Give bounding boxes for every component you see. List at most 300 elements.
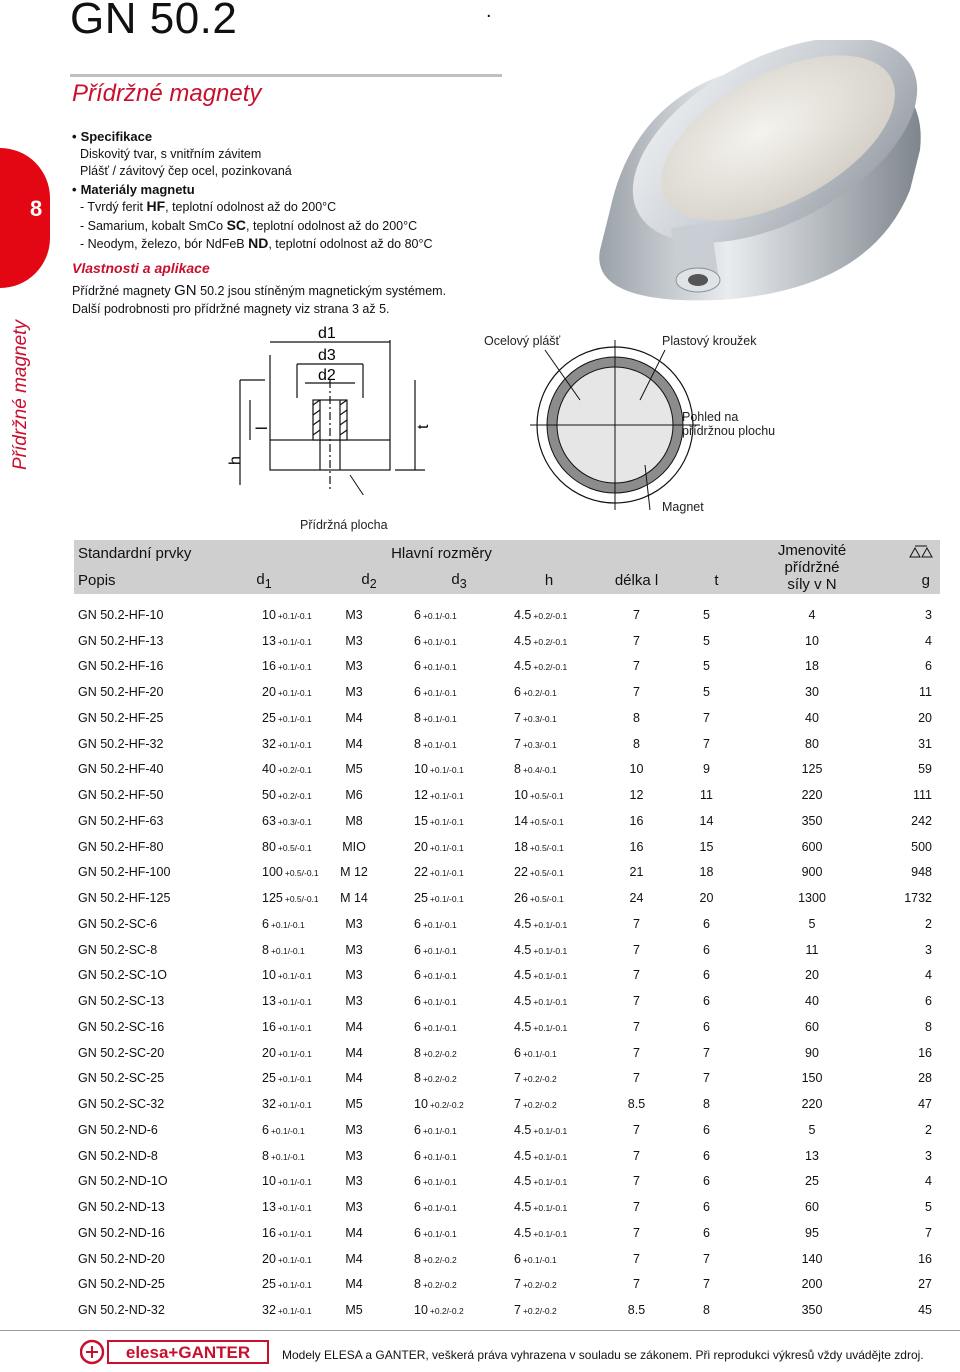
table-row xyxy=(74,1066,940,1092)
cell-t: 11 xyxy=(700,788,713,803)
cell-force: 40 xyxy=(805,994,819,1009)
table-row xyxy=(74,1246,940,1272)
cell-d3: 6 +0.1/-0.1 xyxy=(414,633,457,648)
cell-h: 4.5 +0.1/-0.1 xyxy=(514,1225,568,1240)
cell-desc: GN 50.2-ND-8 xyxy=(78,1148,158,1163)
brand-logo xyxy=(80,1338,270,1366)
header-standard: Standardní prvky xyxy=(74,540,204,567)
cell-d3: 6 +0.1/-0.1 xyxy=(414,916,457,931)
cell-l: 7 xyxy=(633,685,640,700)
cell-d1: 16 +0.1/-0.1 xyxy=(262,659,312,674)
cell-d2: M4 xyxy=(345,1071,363,1086)
cell-t: 8 xyxy=(703,1303,710,1318)
cell-force: 350 xyxy=(801,813,823,828)
spec-heading: • Specifikace xyxy=(72,128,433,146)
header-force: Jmenovité přídržné síly v N xyxy=(754,540,870,594)
cell-d2: M6 xyxy=(345,788,363,803)
cell-l: 7 xyxy=(633,1071,640,1086)
cell-desc: GN 50.2-HF-13 xyxy=(78,633,164,648)
header-l: délka l xyxy=(594,567,679,594)
cell-weight: 242 xyxy=(911,813,932,828)
cell-t: 6 xyxy=(703,994,710,1009)
cell-h: 7 +0.2/-0.2 xyxy=(514,1277,557,1292)
cell-t: 6 xyxy=(703,1019,710,1034)
cell-desc: GN 50.2-HF-80 xyxy=(78,839,164,854)
cell-d1: 10 +0.1/-0.1 xyxy=(262,1174,312,1189)
cell-d2: M8 xyxy=(345,813,363,828)
cell-d2: M3 xyxy=(345,659,363,674)
cell-d1: 13 +0.1/-0.1 xyxy=(262,994,312,1009)
cell-t: 7 xyxy=(703,736,710,751)
cell-d2: M4 xyxy=(345,1277,363,1292)
chapter-number: 8 xyxy=(30,196,43,221)
cell-desc: GN 50.2-ND-1O xyxy=(78,1174,168,1189)
cell-d1: 20 +0.1/-0.1 xyxy=(262,1251,312,1266)
title-rule xyxy=(70,74,502,77)
cell-force: 600 xyxy=(801,839,823,854)
cell-l: 7 xyxy=(633,1225,640,1240)
cell-l: 21 xyxy=(629,865,644,880)
cell-d3: 10 +0.1/-0.1 xyxy=(414,762,464,777)
cell-d1: 100 +0.5/-0.1 xyxy=(262,865,319,880)
cell-h: 4.5 +0.2/-0.1 xyxy=(514,633,568,648)
header-h: h xyxy=(504,567,594,594)
logo-text: elesa+GANTER xyxy=(125,1343,251,1362)
cell-desc: GN 50.2-HF-100 xyxy=(78,865,171,880)
cell-d3: 6 +0.1/-0.1 xyxy=(414,1148,457,1163)
table-row xyxy=(74,1220,940,1246)
cell-weight: 20 xyxy=(918,710,932,725)
table-row xyxy=(74,602,940,628)
cell-desc: GN 50.2-SC-25 xyxy=(78,1071,165,1086)
cell-weight: 3 xyxy=(925,1148,932,1163)
title-dot: . xyxy=(486,0,492,22)
cell-d1: 50 +0.2/-0.1 xyxy=(262,788,312,803)
cell-d2: M4 xyxy=(345,1045,363,1060)
cell-h: 22 +0.5/-0.1 xyxy=(514,865,564,880)
cell-t: 14 xyxy=(699,813,714,828)
table-header-row xyxy=(74,540,940,567)
cell-l: 7 xyxy=(633,968,640,983)
cell-l: 7 xyxy=(633,1045,640,1060)
cell-desc: GN 50.2-ND-13 xyxy=(78,1200,165,1215)
material-line: - Neodym, železo, bór NdFeB ND, teplotní odolnost až do 80°C xyxy=(80,235,433,251)
cell-d2: M5 xyxy=(345,1303,363,1318)
table-row xyxy=(74,860,940,886)
cell-l: 7 xyxy=(633,1251,640,1266)
cell-t: 6 xyxy=(703,968,710,983)
cell-weight: 47 xyxy=(918,1097,932,1112)
cell-force: 5 xyxy=(808,916,816,931)
table-row xyxy=(74,628,940,654)
cell-l: 16 xyxy=(629,839,644,854)
view-label-2: přídržnou plochu xyxy=(682,424,776,438)
cell-desc: GN 50.2-ND-16 xyxy=(78,1225,165,1240)
chapter-tab xyxy=(0,148,50,288)
cell-d2: MIO xyxy=(342,839,366,854)
header-main-dims: Hlavní rozměry xyxy=(204,540,679,567)
cell-d3: 6 +0.1/-0.1 xyxy=(414,968,457,983)
cell-d3: 8 +0.1/-0.1 xyxy=(414,736,457,751)
cell-l: 7 xyxy=(633,994,640,1009)
cell-d1: 25 +0.1/-0.1 xyxy=(262,710,312,725)
properties-heading: Vlastnosti a aplikace xyxy=(72,260,210,276)
cell-d2: M4 xyxy=(345,1251,363,1266)
cell-h: 4.5 +0.1/-0.1 xyxy=(514,1122,568,1137)
face-view-leaders xyxy=(500,345,690,515)
cell-weight: 27 xyxy=(918,1277,932,1292)
cell-t: 6 xyxy=(703,942,710,957)
cell-d2: M3 xyxy=(345,942,363,957)
cell-d3: 20 +0.1/-0.1 xyxy=(414,839,464,854)
cell-d1: 32 +0.1/-0.1 xyxy=(262,1303,312,1318)
cell-l: 8 xyxy=(633,710,640,725)
cell-t: 5 xyxy=(703,659,710,674)
cell-force: 13 xyxy=(805,1148,819,1163)
table-row xyxy=(74,1014,940,1040)
cell-t: 5 xyxy=(703,633,710,648)
cell-desc: GN 50.2-ND-25 xyxy=(78,1277,165,1292)
material-line: - Samarium, kobalt SmCo SC, teplotní odolnost až do 200°C xyxy=(80,216,418,233)
cell-l: 7 xyxy=(633,942,640,957)
cell-force: 5 xyxy=(808,1122,816,1137)
cell-d3: 6 +0.1/-0.1 xyxy=(414,685,457,700)
cell-d3: 6 +0.1/-0.1 xyxy=(414,1174,457,1189)
cell-desc: GN 50.2-ND-20 xyxy=(78,1251,165,1266)
cell-d1: 25 +0.1/-0.1 xyxy=(262,1277,312,1292)
dim-d1-label: d1 xyxy=(318,325,336,342)
cell-desc: GN 50.2-HF-50 xyxy=(78,788,164,803)
table-row xyxy=(74,705,940,731)
cell-d1: 40 +0.2/-0.1 xyxy=(262,762,312,777)
cell-l: 7 xyxy=(633,1148,640,1163)
cell-l: 16 xyxy=(629,813,644,828)
cell-h: 4.5 +0.1/-0.1 xyxy=(514,942,568,957)
cell-h: 4.5 +0.1/-0.1 xyxy=(514,994,568,1009)
cell-force: 90 xyxy=(805,1045,819,1060)
cell-h: 6 +0.1/-0.1 xyxy=(514,1045,557,1060)
cell-t: 7 xyxy=(703,1277,710,1292)
cell-d3: 6 +0.1/-0.1 xyxy=(414,1200,457,1215)
cell-d2: M3 xyxy=(345,1200,363,1215)
cell-desc: GN 50.2-HF-40 xyxy=(78,762,164,777)
spec-line: Plášť / závitový čep ocel, pozinkovaná xyxy=(80,164,292,178)
cell-weight: 4 xyxy=(925,1174,932,1189)
cell-force: 25 xyxy=(805,1174,819,1189)
table-row xyxy=(74,654,940,680)
cell-h: 7 +0.2/-0.2 xyxy=(514,1097,557,1112)
product-photo xyxy=(580,40,940,330)
cell-desc: GN 50.2-SC-8 xyxy=(78,942,158,957)
cell-d1: 13 +0.1/-0.1 xyxy=(262,1200,312,1215)
table-row xyxy=(74,757,940,783)
cell-weight: 16 xyxy=(918,1045,932,1060)
specification-table xyxy=(74,540,940,1323)
dim-d3-label: d3 xyxy=(318,347,336,364)
page-title: GN 50.2 xyxy=(70,0,238,43)
cell-d1: 6 +0.1/-0.1 xyxy=(262,916,305,931)
cell-t: 5 xyxy=(703,685,710,700)
table-row xyxy=(74,834,940,860)
cell-h: 4.5 +0.1/-0.1 xyxy=(514,1148,568,1163)
dim-h-label: h xyxy=(227,456,244,465)
cell-d3: 10 +0.2/-0.2 xyxy=(414,1097,464,1112)
cell-t: 6 xyxy=(703,1122,710,1137)
cell-force: 125 xyxy=(801,762,823,777)
cell-d2: M4 xyxy=(345,1225,363,1240)
cell-t: 6 xyxy=(703,1225,710,1240)
cell-d2: M3 xyxy=(345,1148,363,1163)
cell-h: 18 +0.5/-0.1 xyxy=(514,839,564,854)
cell-weight: 4 xyxy=(925,633,932,648)
cell-d2: M3 xyxy=(345,685,363,700)
cell-d1: 8 +0.1/-0.1 xyxy=(262,942,305,957)
cell-l: 8.5 xyxy=(627,1097,646,1112)
header-d3: $d_3$ xyxy=(414,567,504,594)
cell-d2: M3 xyxy=(345,994,363,1009)
cell-force: 20 xyxy=(805,968,819,983)
cell-l: 7 xyxy=(633,1277,640,1292)
cell-h: 4.5 +0.1/-0.1 xyxy=(514,1174,568,1189)
cell-l: 7 xyxy=(633,916,640,931)
header-d2: $d_2$ xyxy=(324,567,414,594)
cell-desc: GN 50.2-HF-63 xyxy=(78,813,164,828)
cell-desc: GN 50.2-SC-1O xyxy=(78,968,167,983)
cell-h: 26 +0.5/-0.1 xyxy=(514,891,564,906)
cell-weight: 31 xyxy=(918,736,932,751)
cell-h: 6 +0.2/-0.1 xyxy=(514,685,557,700)
cell-force: 150 xyxy=(801,1071,823,1086)
cell-force: 30 xyxy=(805,685,819,700)
cell-t: 18 xyxy=(699,865,714,880)
cell-t: 6 xyxy=(703,1148,710,1163)
cell-d1: 8 +0.1/-0.1 xyxy=(262,1148,305,1163)
cell-t: 7 xyxy=(703,1045,710,1060)
cell-l: 10 xyxy=(629,762,644,777)
cell-l: 12 xyxy=(629,788,644,803)
cell-d3: 15 +0.1/-0.1 xyxy=(414,813,464,828)
cell-weight: 111 xyxy=(912,788,932,803)
cell-desc: GN 50.2-ND-6 xyxy=(78,1122,158,1137)
cell-t: 6 xyxy=(703,916,710,931)
cell-h: 4.5 +0.1/-0.1 xyxy=(514,1200,568,1215)
cell-d3: 6 +0.1/-0.1 xyxy=(414,1019,457,1034)
table-row xyxy=(74,1169,940,1195)
cell-weight: 3 xyxy=(925,942,932,957)
cell-force: 60 xyxy=(805,1019,819,1034)
page-subtitle: Přídržné magnety xyxy=(72,80,262,107)
cell-d2: M4 xyxy=(345,736,363,751)
weight-icon xyxy=(870,540,940,567)
cell-h: 4.5 +0.1/-0.1 xyxy=(514,968,568,983)
materials-heading: • Materiály magnetu xyxy=(72,181,433,199)
cell-desc: GN 50.2-HF-16 xyxy=(78,659,164,674)
cell-weight: 7 xyxy=(925,1225,932,1240)
cell-force: 11 xyxy=(805,942,819,957)
plastic-ring-label: Plastový kroužek xyxy=(662,334,757,348)
cell-d1: 80 +0.5/-0.1 xyxy=(262,839,312,854)
table-row xyxy=(74,782,940,808)
cell-d2: M3 xyxy=(345,916,363,931)
cell-weight: 2 xyxy=(925,916,932,931)
cell-weight: 5 xyxy=(925,1200,932,1215)
cell-weight: 28 xyxy=(918,1071,932,1086)
cell-t: 20 xyxy=(699,891,714,906)
cell-h: 8 +0.4/-0.1 xyxy=(514,762,557,777)
table-row xyxy=(74,885,940,911)
cell-d3: 8 +0.1/-0.1 xyxy=(414,710,457,725)
table-row xyxy=(74,731,940,757)
cell-d2: M 12 xyxy=(340,865,368,880)
cell-h: 4.5 +0.2/-0.1 xyxy=(514,659,568,674)
cell-desc: GN 50.2-SC-13 xyxy=(78,994,165,1009)
cell-d2: M4 xyxy=(345,1019,363,1034)
cell-h: 4.5 +0.2/-0.1 xyxy=(514,607,568,622)
cell-force: 18 xyxy=(805,659,819,674)
cell-d3: 6 +0.1/-0.1 xyxy=(414,942,457,957)
cell-d2: M 14 xyxy=(340,891,368,906)
specification-block xyxy=(72,128,433,254)
cell-force: 40 xyxy=(805,710,819,725)
cell-force: 350 xyxy=(801,1303,823,1318)
cell-d2: M4 xyxy=(345,710,363,725)
steel-shell-label: Ocelový plášť xyxy=(484,334,561,348)
table-row xyxy=(74,1091,940,1117)
cell-weight: 45 xyxy=(918,1303,932,1318)
cell-desc: GN 50.2-HF-125 xyxy=(78,891,171,906)
cell-d2: M3 xyxy=(345,607,363,622)
cell-d1: 10 +0.1/-0.1 xyxy=(262,968,312,983)
table-row xyxy=(74,1272,940,1298)
cell-l: 7 xyxy=(633,1174,640,1189)
cell-h: 10 +0.5/-0.1 xyxy=(514,788,564,803)
cell-d1: 16 +0.1/-0.1 xyxy=(262,1019,312,1034)
header-g: g xyxy=(870,567,940,594)
cell-weight: 6 xyxy=(925,659,932,674)
magnet-label: Magnet xyxy=(662,500,704,514)
cell-d2: M3 xyxy=(345,1174,363,1189)
cell-weight: 4 xyxy=(925,968,932,983)
holding-surface-label: Přídržná plocha xyxy=(300,518,388,532)
table-row xyxy=(74,679,940,705)
cell-force: 95 xyxy=(805,1225,819,1240)
cell-h: 7 +0.2/-0.2 xyxy=(514,1071,557,1086)
cell-force: 220 xyxy=(801,788,823,803)
cell-d3: 8 +0.2/-0.2 xyxy=(414,1071,457,1086)
cell-l: 7 xyxy=(633,659,640,674)
cell-t: 5 xyxy=(703,607,710,622)
cell-d3: 6 +0.1/-0.1 xyxy=(414,994,457,1009)
cell-d3: 6 +0.1/-0.1 xyxy=(414,1225,457,1240)
cell-force: 10 xyxy=(805,633,819,648)
table-row xyxy=(74,911,940,937)
cell-d2: M5 xyxy=(345,762,363,777)
cell-weight: 59 xyxy=(918,762,932,777)
header-desc: Popis xyxy=(74,567,204,594)
cell-d1: 32 +0.1/-0.1 xyxy=(262,1097,312,1112)
cell-force: 4 xyxy=(808,607,816,622)
cell-t: 8 xyxy=(703,1097,710,1112)
cell-l: 8 xyxy=(633,736,640,751)
cell-l: 7 xyxy=(633,1200,640,1215)
cell-t: 15 xyxy=(699,839,714,854)
cell-desc: GN 50.2-SC-20 xyxy=(78,1045,165,1060)
cell-force: 60 xyxy=(805,1200,819,1215)
table-row xyxy=(74,1040,940,1066)
cell-d3: 6 +0.1/-0.1 xyxy=(414,607,457,622)
cell-d3: 10 +0.2/-0.2 xyxy=(414,1303,464,1318)
cell-desc: GN 50.2-SC-6 xyxy=(78,916,158,931)
cell-d1: 20 +0.1/-0.1 xyxy=(262,685,312,700)
cell-t: 7 xyxy=(703,710,710,725)
cell-h: 4.5 +0.1/-0.1 xyxy=(514,1019,568,1034)
cell-t: 9 xyxy=(703,762,710,777)
cell-h: 14 +0.5/-0.1 xyxy=(514,813,564,828)
cell-d2: M3 xyxy=(345,633,363,648)
cell-d3: 6 +0.1/-0.1 xyxy=(414,659,457,674)
cell-d1: 10 +0.1/-0.1 xyxy=(262,607,312,622)
cell-weight: 1732 xyxy=(904,891,932,906)
cell-weight: 500 xyxy=(911,839,932,854)
cell-weight: 948 xyxy=(911,865,932,880)
cell-h: 7 +0.2/-0.2 xyxy=(514,1303,557,1318)
cell-h: 6 +0.1/-0.1 xyxy=(514,1251,557,1266)
dim-t-label: t xyxy=(415,424,432,429)
cell-d3: 25 +0.1/-0.1 xyxy=(414,891,464,906)
cell-d2: M5 xyxy=(345,1097,363,1112)
cell-l: 7 xyxy=(633,607,640,622)
cell-t: 7 xyxy=(703,1251,710,1266)
footer-text: Modely ELESA a GANTER, veškerá práva vyhrazena v souladu se zákonem. Při reprodukci výkresů vždy uvádějte zdroj. xyxy=(282,1348,924,1362)
cell-l: 7 xyxy=(633,633,640,648)
table-row xyxy=(74,808,940,834)
cell-h: 7 +0.3/-0.1 xyxy=(514,736,557,751)
technical-drawing xyxy=(225,320,445,495)
cell-weight: 6 xyxy=(925,994,932,1009)
cell-d3: 8 +0.2/-0.2 xyxy=(414,1277,457,1292)
spec-line: Diskovitý tvar, s vnitřním závitem xyxy=(80,146,262,161)
cell-d1: 25 +0.1/-0.1 xyxy=(262,1071,312,1086)
cell-l: 7 xyxy=(633,1019,640,1034)
properties-text: Přídržné magnety GN 50.2 jsou stíněným magnetickým systémem. Další podrobnosti pro přídržné magnety viz strana 3 až 5. xyxy=(72,282,447,316)
footer-rule xyxy=(0,1330,960,1331)
cell-d3: 22 +0.1/-0.1 xyxy=(414,865,464,880)
cell-weight: 16 xyxy=(918,1251,932,1266)
cell-d3: 6 +0.1/-0.1 xyxy=(414,1122,457,1137)
cell-desc: GN 50.2-HF-32 xyxy=(78,736,164,751)
cell-desc: GN 50.2-HF-20 xyxy=(78,685,164,700)
cell-force: 1300 xyxy=(798,891,826,906)
cell-weight: 11 xyxy=(919,685,932,700)
cell-h: 7 +0.3/-0.1 xyxy=(514,710,557,725)
table-row xyxy=(74,1143,940,1169)
table-row xyxy=(74,963,940,989)
cell-h: 4.5 +0.1/-0.1 xyxy=(514,916,568,931)
cell-force: 200 xyxy=(801,1277,823,1292)
cell-desc: GN 50.2-ND-32 xyxy=(78,1303,165,1318)
cell-d1: 63 +0.3/-0.1 xyxy=(262,813,312,828)
table-row xyxy=(74,1297,940,1323)
side-label: Přídržné magnety xyxy=(10,320,31,470)
cell-d1: 13 +0.1/-0.1 xyxy=(262,633,312,648)
cell-d1: 6 +0.1/-0.1 xyxy=(262,1122,305,1137)
table-row xyxy=(74,937,940,963)
cell-d2: M3 xyxy=(345,1122,363,1137)
table-row xyxy=(74,988,940,1014)
dim-l-label: l xyxy=(254,426,271,430)
cell-desc: GN 50.2-HF-25 xyxy=(78,710,164,725)
cell-t: 6 xyxy=(703,1174,710,1189)
